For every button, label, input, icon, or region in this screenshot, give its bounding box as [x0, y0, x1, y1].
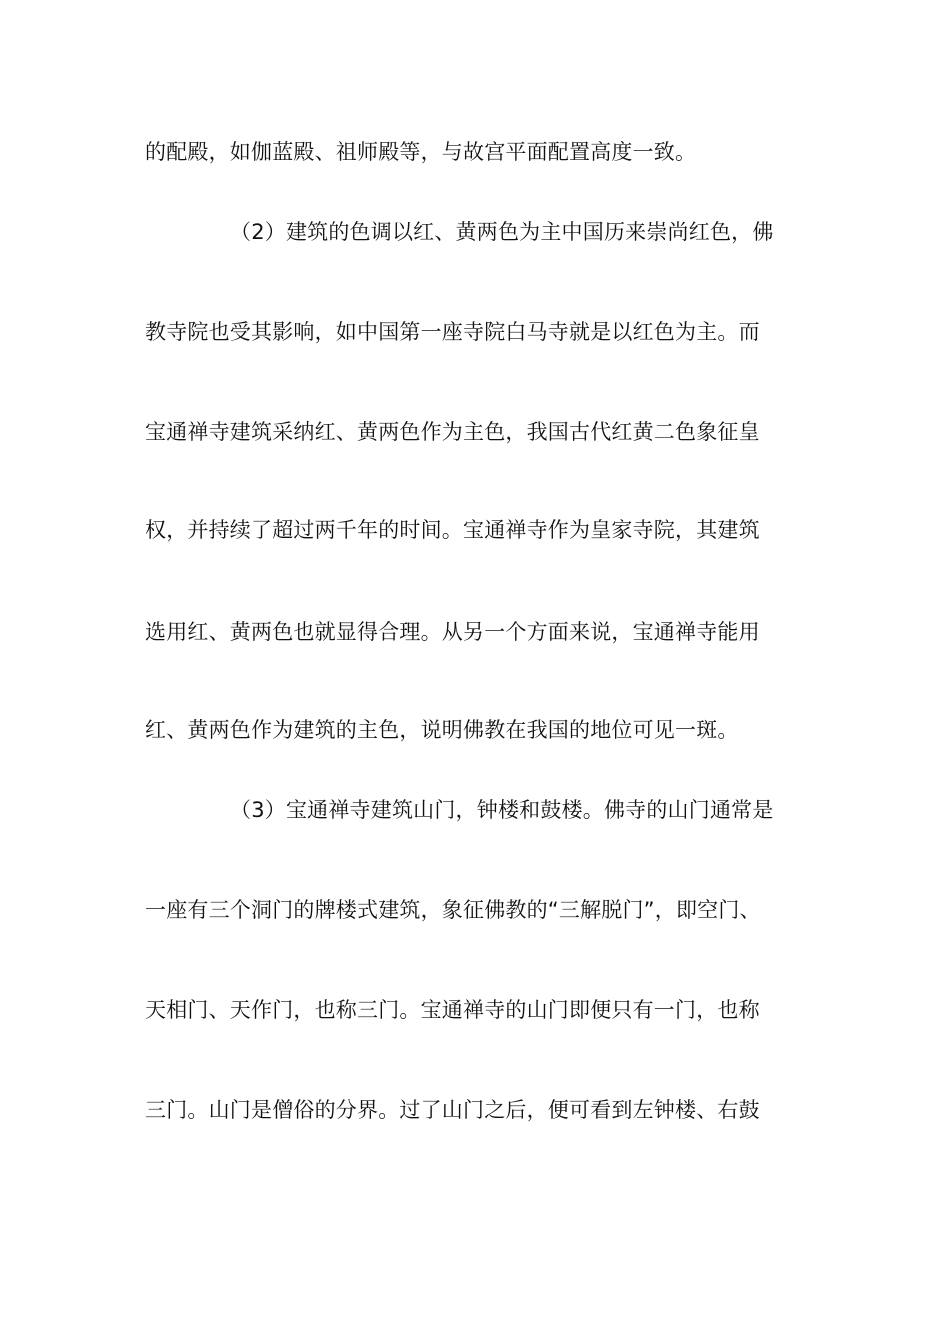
text-line-6: 选用红、黄两色也就显得合理。从另一个方面来说，宝通禅寺能用	[145, 620, 760, 644]
text-line-1: 的配殿，如伽蓝殿、祖师殿等，与故宫平面配置高度一致。	[145, 140, 697, 164]
text-line-11: 三门。山门是僧俗的分界。过了山门之后，便可看到左钟楼、右鼓	[145, 1098, 760, 1122]
text-line-10: 天相门、天作门，也称三门。宝通禅寺的山门即便只有一门，也称	[145, 998, 760, 1022]
text-line-9: 一座有三个洞门的牌楼式建筑，象征佛教的“三解脱门”，即空门、	[145, 898, 761, 922]
text-line-2: （2）建筑的色调以红、黄两色为主中国历来崇尚红色，佛	[230, 220, 774, 244]
text-line-3: 教寺院也受其影响，如中国第一座寺院白马寺就是以红色为主。而	[145, 320, 760, 344]
text-line-4: 宝通禅寺建筑采纳红、黄两色作为主色，我国古代红黄二色象征皇	[145, 420, 760, 444]
text-line-5: 权，并持续了超过两千年的时间。宝通禅寺作为皇家寺院，其建筑	[145, 518, 760, 542]
text-line-7: 红、黄两色作为建筑的主色，说明佛教在我国的地位可见一斑。	[145, 718, 739, 742]
text-line-8: （3）宝通禅寺建筑山门，钟楼和鼓楼。佛寺的山门通常是	[230, 798, 774, 822]
